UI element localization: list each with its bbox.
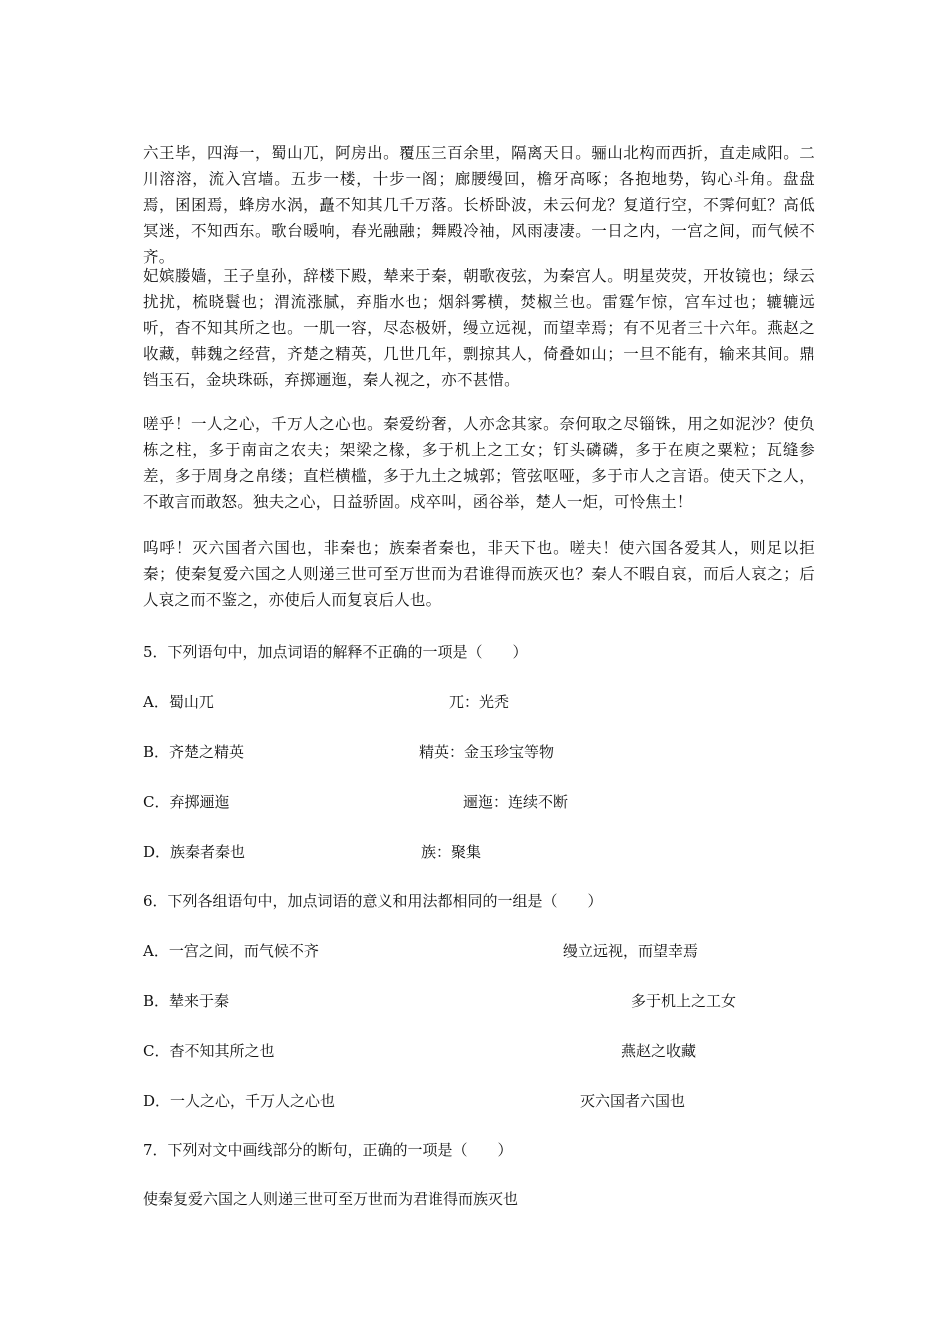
- passage-paragraph-3: 嗟乎！一人之心，千万人之心也。秦爱纷奢，人亦念其家。奈何取之尽锱铢，用之如泥沙？使负栋之柱，多于南亩之农夫；架梁之椽，多于机上之工女；钉头磷磷，多于在庾之粟粒；瓦缝参差，多于周身之帛缕；直栏横槛，多于九土之城郭；管弦呕哑，多于市人之言语。使天下之人，不敢言而敢怒。独夫之心，日益骄固。戍卒叫，函谷举，楚人一炬，可怜焦土！: [143, 415, 815, 511]
- q5-option-c-explanation: 逦迤：连续不断: [463, 793, 569, 811]
- q6-option-b-right: 多于机上之工女: [631, 992, 737, 1010]
- q5-option-d-sentence: D．族秦者秦也: [143, 843, 246, 861]
- q5-option-a-sentence: A．蜀山兀: [143, 693, 214, 711]
- passage-paragraph-1: 六王毕，四海一，蜀山兀，阿房出。覆压三百余里，隔离天日。骊山北构而西折，直走咸阳。二川溶溶，流入宫墙。五步一楼，十步一阁；廊腰缦回，檐牙高啄；各抱地势，钩心斗角。盘盘焉，囷囷焉，蜂房水涡，矗不知其几千万落。长桥卧波，未云何龙？复道行空，不霁何虹？高低冥迷，不知西东。歌台暖响，春光融融；舞殿冷袖，风雨凄凄。一日之内，一宫之间，而气候不齐。: [143, 144, 815, 266]
- passage-paragraph-2: 妃嫔媵嫱，王子皇孙，辞楼下殿，辇来于秦，朝歌夜弦，为秦宫人。明星荧荧，开妆镜也；绿云扰扰，梳晓鬟也；渭流涨腻，弃脂水也；烟斜雾横，焚椒兰也。雷霆乍惊，宫车过也；辘辘远听，杳不知其所之也。一肌一容，尽态极妍，缦立远视，而望幸焉；有不见者三十六年。燕赵之收藏，韩魏之经营，齐楚之精英，几世几年，剽掠其人，倚叠如山；一旦不能有，输来其间。鼎铛玉石，金块珠砾，弃掷逦迤，秦人视之，亦不甚惜。: [143, 267, 815, 389]
- q6-option-b-left: B．辇来于秦: [143, 992, 230, 1010]
- q5-option-b-explanation: 精英：金玉珍宝等物: [419, 743, 555, 761]
- question-6-stem: 6．下列各组语句中，加点词语的意义和用法都相同的一组是（ ）: [143, 892, 603, 910]
- q5-option-a-explanation: 兀：光秃: [449, 693, 510, 711]
- question-7-stem: 7．下列对文中画线部分的断句，正确的一项是（ ）: [143, 1141, 513, 1159]
- q5-option-d-explanation: 族：聚集: [421, 843, 482, 861]
- q6-option-d-right: 灭六国者六国也: [580, 1092, 686, 1110]
- q6-option-c-right: 燕赵之收藏: [621, 1042, 697, 1060]
- q6-option-d-left: D．一人之心，千万人之心也: [143, 1092, 336, 1110]
- q6-option-c-left: C．杳不知其所之也: [143, 1042, 275, 1060]
- passage-paragraph-4: 呜呼！灭六国者六国也，非秦也；族秦者秦也，非天下也。嗟夫！使六国各爱其人，则足以拒秦；使秦复爱六国之人则递三世可至万世而为君谁得而族灭也？秦人不暇自哀，而后人哀之；后人哀之而不鉴之，亦使后人而复哀后人也。: [143, 539, 815, 609]
- q5-option-c-sentence: C．弃掷逦迤: [143, 793, 230, 811]
- q6-option-a-right: 缦立远视，而望幸焉: [563, 942, 699, 960]
- question-5-stem: 5．下列语句中，加点词语的解释不正确的一项是（ ）: [143, 643, 528, 661]
- question-7-sentence: 使秦复爱六国之人则递三世可至万世而为君谁得而族灭也: [143, 1190, 519, 1208]
- q5-option-b-sentence: B．齐楚之精英: [143, 743, 245, 761]
- q6-option-a-left: A．一宫之间，而气候不齐: [143, 942, 319, 960]
- document-page: [143, 0, 815, 1344]
